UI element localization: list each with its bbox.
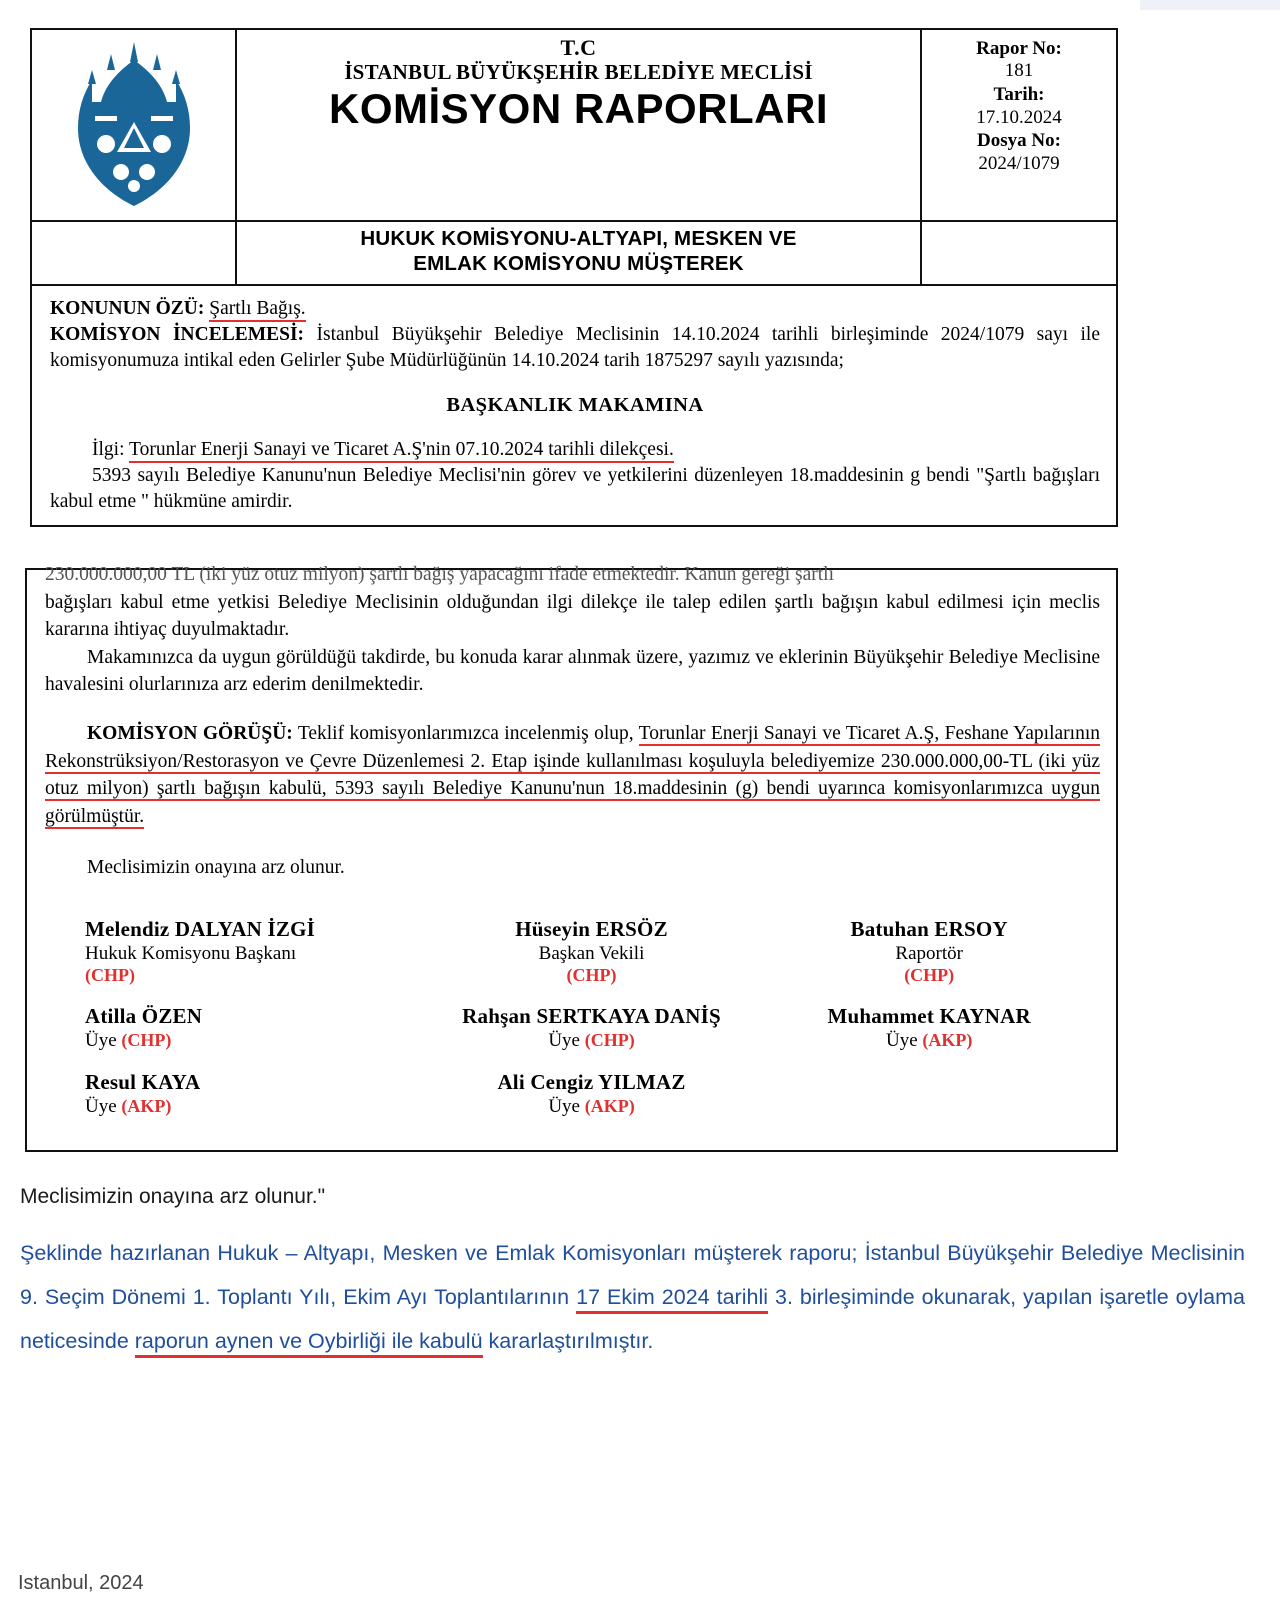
signatory-name: Hüseyin ERSÖZ: [515, 917, 668, 942]
signatory-party: (AKP): [121, 1096, 172, 1117]
signatory-party: (CHP): [85, 965, 135, 986]
subtitle-spacer-right: [920, 220, 1116, 284]
signature-row: [45, 1070, 1098, 1118]
gorus-highlight-company: Torunlar Enerji Sanayi ve Ticaret A.Ş: [638, 723, 935, 745]
signatory-role-line: [423, 1096, 761, 1118]
clipped-top-line: [27, 564, 1116, 588]
signatory-name: Melendiz DALYAN İZGİ: [85, 917, 315, 942]
report-no-value: 181: [1004, 60, 1034, 82]
gorus-highlight-body: , Feshane Yapılarının Rekonstrüksiyon/Restorasyon ve Çevre Düzenlemesi 2. Etap işinde kullanılması koşuluyla belediyemize 230.000.000,00-TL (iki yüz otuz milyon) şartlı bağışın kabulü, 5393 sayılı Belediye Kanunu'nun 18.maddesinin (g) bendi uyarınca komisyonlarımızca uygun görülmüştür.: [45, 723, 1100, 828]
signatory-party: (CHP): [566, 965, 617, 986]
commission-opinion-paragraph: [45, 720, 1100, 831]
signatory-role: Başkan Vekili: [538, 943, 645, 965]
report-meta-cell: [920, 30, 1116, 220]
ilgi-label: İlgi:: [92, 439, 125, 461]
signature-cell: [423, 917, 761, 986]
submission-line: Meclisimizin onayına arz olunur.: [87, 856, 345, 878]
page-top-strip-swatch: [1140, 0, 1280, 10]
konu-label: KONUNUN ÖZÜ:: [50, 298, 205, 319]
signatory-role: Üye: [85, 1030, 117, 1052]
signature-cell: [45, 917, 423, 986]
council-name: İSTANBUL BÜYÜKŞEHİR BELEDİYE MECLİSİ: [344, 60, 813, 85]
closing-paragraph: [20, 1231, 1245, 1363]
baskanlik-makamina-heading: BAŞKANLIK MAKAMINA: [446, 393, 704, 416]
gorus-intro: Teklif komisyonlarımızca incelenmiş olup,: [297, 723, 634, 745]
logo-cell: [32, 30, 237, 220]
closing-part-2: 3. birleşiminde okunarak, yapılan işaretle oylama neticesinde: [20, 1285, 1245, 1354]
ilgi-value: Torunlar Enerji Sanayi ve Ticaret A.Ş'nin 07.10.2024 tarihli dilekçesi.: [129, 439, 674, 463]
subtitle-spacer-left: [32, 220, 237, 284]
tc-label: T.C: [560, 35, 597, 60]
closing-date-highlight: 17 Ekim 2024 tarihli: [576, 1285, 768, 1314]
signatory-name: Rahşan SERTKAYA DANİŞ: [462, 1004, 721, 1029]
signatory-party: (AKP): [922, 1030, 973, 1051]
report-header-box: [30, 28, 1118, 527]
document-main-title: KOMİSYON RAPORLARI: [328, 85, 828, 133]
decision-paragraph-2: [45, 645, 1100, 698]
closing-section: [20, 1185, 1260, 1363]
commission-subtitle-row: [32, 220, 1116, 284]
signature-grid: [27, 917, 1116, 1150]
signature-cell: [423, 1004, 761, 1052]
title-cell: [237, 30, 920, 220]
closing-part-1: Şeklinde hazırlanan Hukuk – Altyapı, Mesken ve Emlak Komisyonları müşterek raporu; İstanbul Büyükşehir Belediye Meclisinin 9. Seçim Dönemi 1. Toplantı Yılı, Ekim Ayı Toplantılarının: [20, 1241, 1245, 1310]
signatory-role-line: [423, 1030, 761, 1052]
signature-cell: [45, 1004, 423, 1052]
signature-cell-empty: [760, 1070, 1098, 1118]
file-no-value: 2024/1079: [978, 152, 1060, 174]
report-no-label: Rapor No:: [976, 38, 1062, 59]
konu-line: [50, 296, 1100, 322]
date-value: 17.10.2024: [976, 106, 1062, 128]
commission-subtitle-line1: HUKUK KOMİSYONU-ALTYAPI, MESKEN VE: [360, 227, 797, 250]
ilgi-line: [50, 437, 1100, 463]
commission-subtitle: [237, 220, 920, 284]
page-top-strip: [0, 0, 1280, 14]
report-summary-body: [32, 286, 1116, 525]
inceleme-paragraph: [50, 322, 1100, 374]
signatory-party: (CHP): [584, 1030, 635, 1051]
signatory-role: Üye: [548, 1096, 580, 1118]
signatory-role-line: [760, 1030, 1098, 1052]
file-no-label: Dosya No:: [977, 130, 1061, 152]
signatory-role: Raportör: [895, 943, 963, 965]
signatory-name: Resul KAYA: [85, 1070, 201, 1095]
closing-quote: Meclisimizin onayına arz olunur.": [20, 1185, 326, 1208]
signatory-party: (CHP): [121, 1030, 172, 1051]
signatory-party: (CHP): [904, 965, 955, 986]
decision-body: [27, 588, 1116, 891]
signatory-role: Üye: [885, 1030, 918, 1052]
signature-cell: [760, 1004, 1098, 1052]
signature-cell: [760, 917, 1098, 986]
signatory-party: (AKP): [584, 1096, 635, 1117]
decision-paragraph-1: bağışları kabul etme yetkisi Belediye Meclisinin olduğundan ilgi dilekçe ile talep edilen şartlı bağışın kabul edilmesi için meclis kararına ihtiyaç duyulmaktadır.: [45, 592, 1100, 640]
signatory-name: Muhammet KAYNAR: [827, 1004, 1031, 1029]
report-decision-box: [25, 564, 1118, 1152]
signatory-name: Atilla ÖZEN: [85, 1004, 203, 1029]
decision-paragraph-2-text: Makamınızca da uygun görüldüğü takdirde, bu konuda karar alınmak üzere, yazımız ve eklerinin Büyükşehir Belediye Meclisine havalesini olurlarınıza arz ederim denilmektedir.: [45, 647, 1100, 695]
closing-part-3: kararlaştırılmıştır.: [482, 1329, 654, 1354]
signatory-role-line: [85, 1096, 423, 1118]
signature-cell: [423, 1070, 761, 1118]
signatory-role-line: [85, 1030, 423, 1052]
page-bottom-cut-text: [18, 1572, 238, 1596]
gorus-label: KOMİSYON GÖRÜŞÜ:: [87, 723, 293, 745]
signatory-name: Batuhan ERSOY: [850, 917, 1008, 942]
konu-value: Şartlı Bağış.: [209, 298, 305, 322]
signatory-role: Üye: [85, 1096, 117, 1118]
inceleme-label: KOMİSYON İNCELEMESİ:: [50, 323, 305, 345]
closing-decision-highlight: raporun aynen ve Oybirliği ile kabulü: [135, 1329, 483, 1358]
date-label: Tarih:: [993, 84, 1045, 106]
signature-cell: [45, 1070, 423, 1118]
clipped-top-line-text: 230.000.000,00 TL (iki yüz otuz milyon) şartlı bağış yapacağını ifade etmektedir. Kanun gereği şartlı: [45, 564, 835, 585]
signature-row: [45, 1004, 1098, 1052]
page-bottom-cut-text-value: Istanbul, 2024: [18, 1572, 144, 1594]
commission-subtitle-line2: EMLAK KOMİSYONU MÜŞTEREK: [413, 252, 744, 275]
signature-row: [45, 917, 1098, 986]
kanun-paragraph: [50, 463, 1100, 515]
inceleme-text: İstanbul Büyükşehir Belediye Meclisinin 14.10.2024 tarihli birleşiminde 2024/1079 sayı ile komisyonumuza intikal eden Gelirler Şube Müdürlüğünün 14.10.2024 tarih 1875297 sayılı yazısında;: [50, 323, 1100, 371]
signatory-role: Üye: [548, 1030, 580, 1052]
kanun-text: 5393 sayılı Belediye Kanunu'nun Belediye Meclisi'nin görev ve yetkilerini düzenleyen 18.maddesinin g bendi "Şartlı bağışları kabul etme " hükmüne amirdir.: [50, 464, 1100, 512]
signatory-role: Hukuk Komisyonu Başkanı: [85, 943, 297, 965]
ibb-logo-icon: [59, 36, 209, 216]
header-row: [32, 30, 1116, 222]
signatory-name: Ali Cengiz YILMAZ: [497, 1070, 686, 1095]
